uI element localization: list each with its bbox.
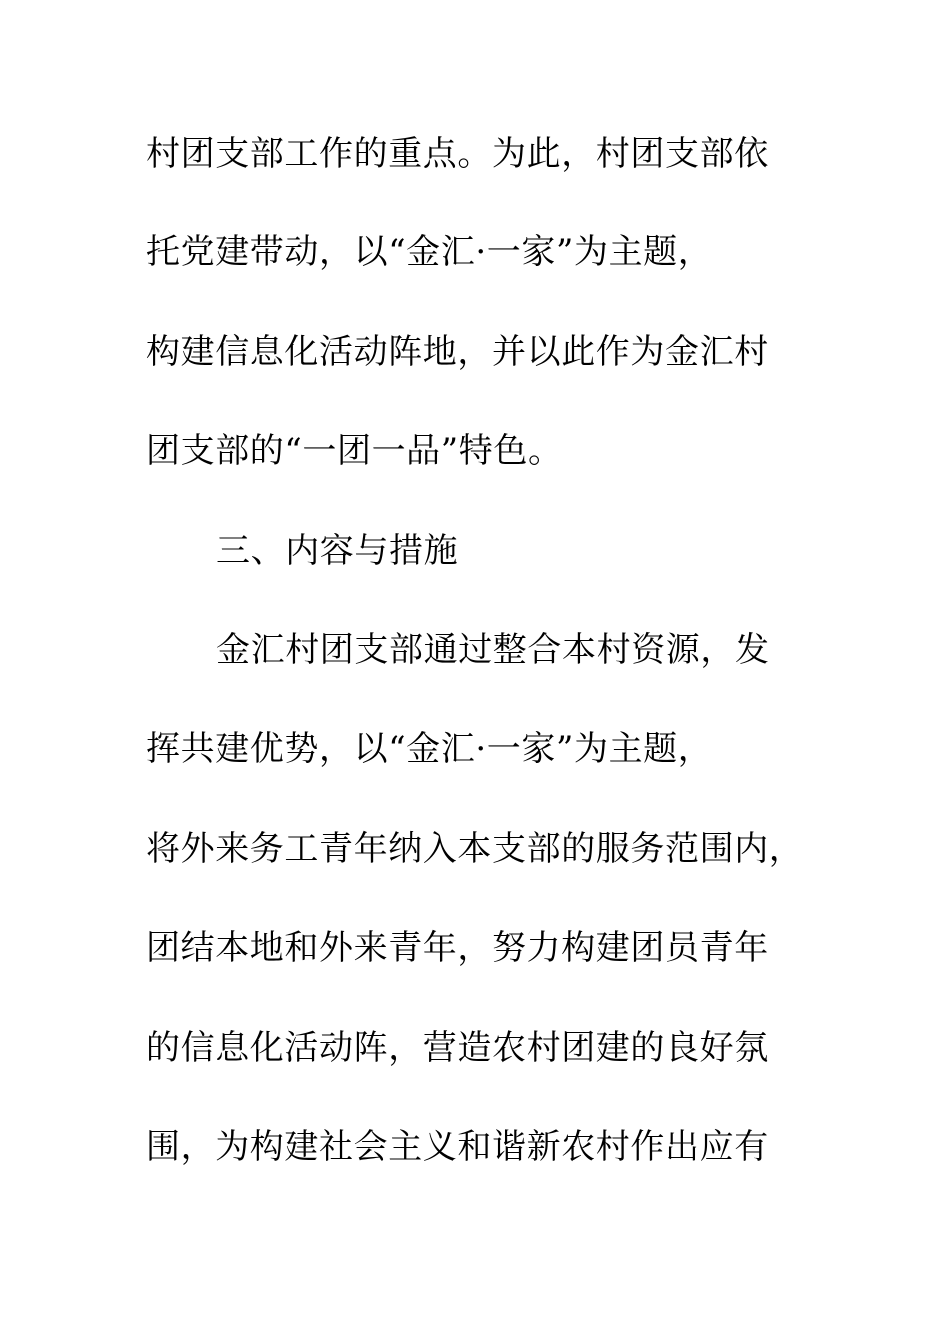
paragraph-line-3: 构建信息化活动阵地，并以此作为金汇村 xyxy=(146,332,769,372)
paragraph-line-7: 将外来务工青年纳入本支部的服务范围内， xyxy=(146,829,804,869)
paragraph-line-4: 团支部的“一团一品”特色。 xyxy=(146,431,563,471)
paragraph-line-6: 挥共建优势，以“金汇·一家”为主题， xyxy=(146,729,713,769)
paragraph-line-9: 的信息化活动阵，营造农村团建的良好氛 xyxy=(146,1028,769,1068)
paragraph-line-10: 围，为构建社会主义和谐新农村作出应有 xyxy=(146,1127,769,1167)
section-heading: 三、内容与措施 xyxy=(216,531,459,571)
paragraph-line-1: 村团支部工作的重点。为此，村团支部依 xyxy=(146,134,769,174)
paragraph-line-5: 金汇村团支部通过整合本村资源，发 xyxy=(216,630,770,670)
paragraph-line-8: 团结本地和外来青年，努力构建团员青年 xyxy=(146,928,769,968)
paragraph-line-2: 托党建带动，以“金汇·一家”为主题， xyxy=(146,232,713,272)
